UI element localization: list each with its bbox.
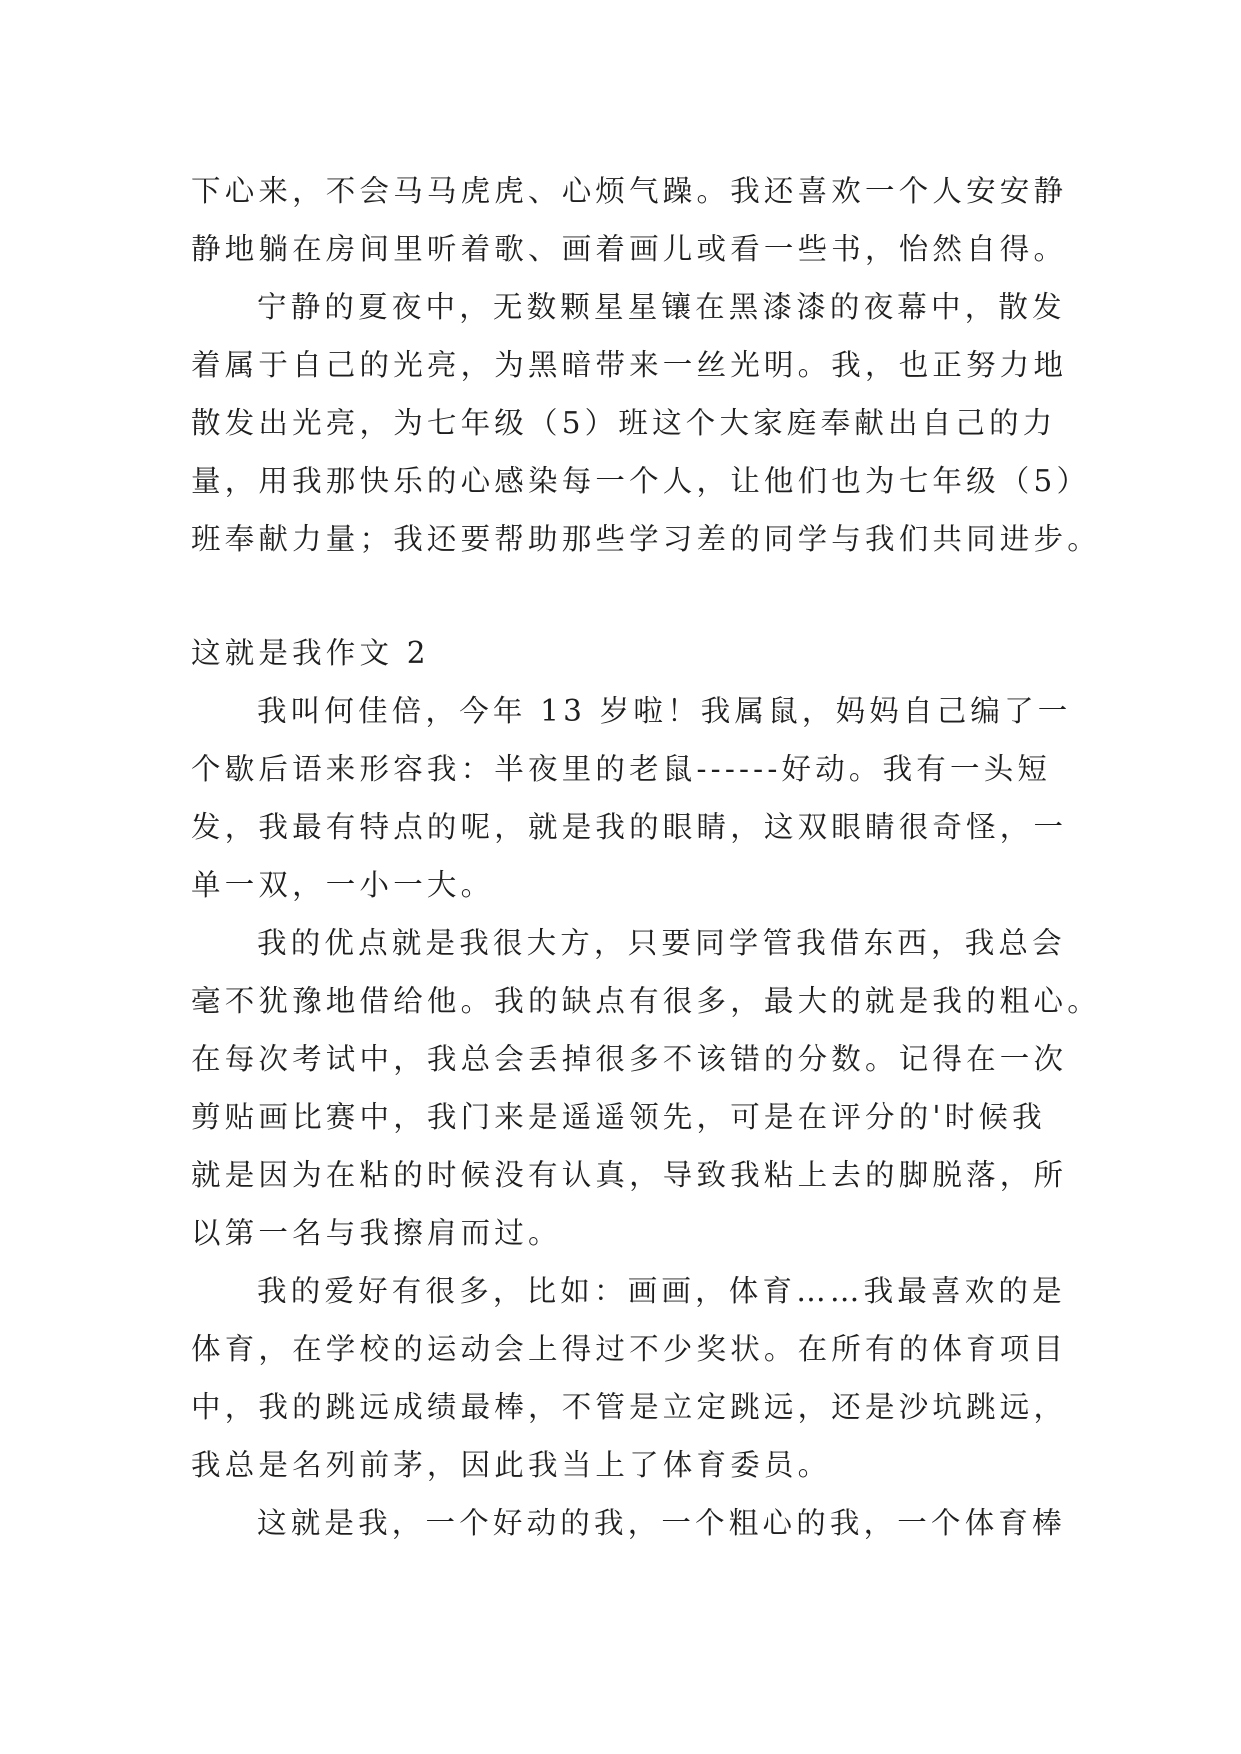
text-line: 就是因为在粘的时候没有认真，导致我粘上去的脚脱落，所 (191, 1158, 1068, 1192)
text-line: 宁静的夏夜中，无数颗星星镶在黑漆漆的夜幕中，散发 (257, 290, 1066, 324)
text-line: 班奉献力量；我还要帮助那些学习差的同学与我们共同进步。 (191, 522, 1101, 556)
text-line: 静地躺在房间里听着歌、画着画儿或看一些书，怡然自得。 (191, 232, 1068, 266)
text-line: 体育，在学校的运动会上得过不少奖状。在所有的体育项目 (191, 1332, 1068, 1366)
text-line: 单一双，一小一大。 (191, 868, 495, 902)
paragraph (191, 162, 1068, 278)
paragraph (191, 278, 1101, 568)
document-body (191, 162, 1101, 1552)
text-line: 毫不犹豫地借给他。我的缺点有很多，最大的就是我的粗心。 (191, 984, 1101, 1018)
text-line: 我总是名列前茅，因此我当上了体育委员。 (191, 1448, 832, 1482)
paragraph (191, 1494, 1066, 1552)
text-line: 量，用我那快乐的心感染每一个人，让他们也为七年级（5） (191, 464, 1091, 498)
text-line: 中，我的跳远成绩最棒，不管是立定跳远，还是沙坑跳远， (191, 1390, 1068, 1424)
text-line: 发，我最有特点的呢，就是我的眼睛，这双眼睛很奇怪，一 (191, 810, 1068, 844)
paragraph (191, 682, 1072, 914)
text-line: 剪贴画比赛中，我门来是遥遥领先，可是在评分的'时候我 (191, 1100, 1046, 1134)
text-line: 散发出光亮，为七年级（5）班这个大家庭奉献出自己的力 (191, 406, 1057, 440)
section-gap (191, 568, 1061, 624)
text-line: 这就是我，一个好动的我，一个粗心的我，一个体育棒 (257, 1506, 1066, 1540)
text-line: 我的优点就是我很大方，只要同学管我借东西，我总会 (257, 926, 1066, 960)
text-line: 我的爱好有很多，比如：画画，体育……我最喜欢的是 (257, 1274, 1066, 1308)
text-line: 我叫何佳倍，今年 13 岁啦！我属鼠，妈妈自己编了一 (257, 694, 1072, 728)
paragraph (191, 1262, 1068, 1494)
text-line: 以第一名与我擦肩而过。 (191, 1216, 562, 1250)
text-line: 下心来，不会马马虎虎、心烦气躁。我还喜欢一个人安安静 (191, 174, 1068, 208)
text-line: 个歇后语来形容我：半夜里的老鼠------好动。我有一头短 (191, 752, 1052, 786)
section-heading: 这就是我作文 2 (191, 636, 430, 670)
text-line: 着属于自己的光亮，为黑暗带来一丝光明。我，也正努力地 (191, 348, 1068, 382)
text-line: 在每次考试中，我总会丢掉很多不该错的分数。记得在一次 (191, 1042, 1068, 1076)
paragraph (191, 914, 1101, 1262)
